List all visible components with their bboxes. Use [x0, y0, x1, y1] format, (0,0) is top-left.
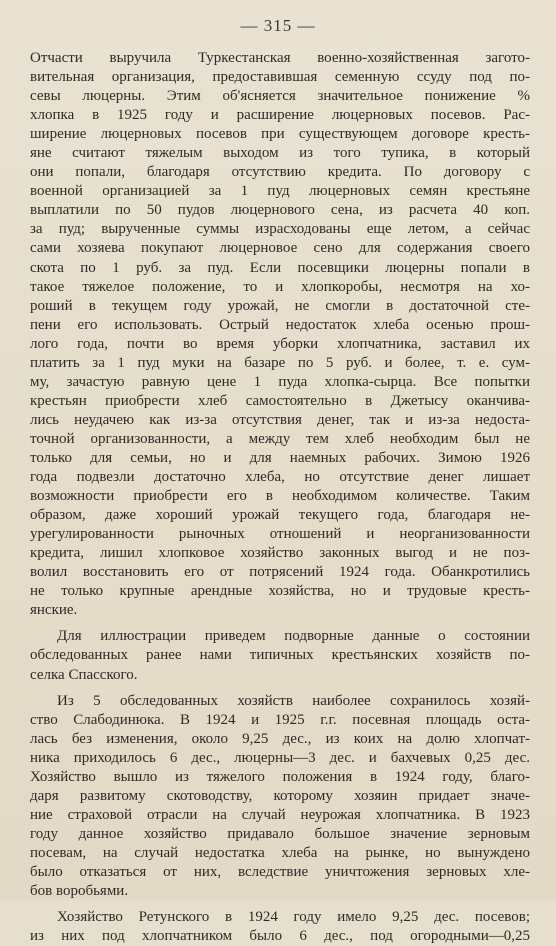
paragraph-gap	[30, 620, 530, 627]
text-line: Из 5 обследованных хозяйств наиболее сохранилось хозяй-	[57, 692, 530, 709]
text-line: крестьян приобрести хлеб самостоятельно в Джетысу оканчива-	[30, 392, 530, 409]
paragraph	[30, 49, 530, 620]
text-line: военной организацией за 1 пуд люцерновых семян крестьяне	[30, 183, 530, 200]
text-line: кредита, лишил хлопковое хозяйство законных выгод и не поз-	[30, 545, 530, 562]
paragraph-gap	[30, 685, 530, 692]
text-line: обследованных ранее нами типичных крестьянских хозяйств по-	[30, 647, 530, 664]
text-line: урегулированности рыночных отношений и неорганизованности	[30, 526, 530, 543]
text-line: было отказаться от них, вследствие уничтожения зерновых хле-	[30, 863, 530, 880]
page-number: — 315 —	[240, 16, 316, 35]
text-line: лась без изменения, около 9,25 дес., из коих на долю хлопчат-	[30, 730, 530, 747]
paragraph	[30, 908, 530, 946]
text-line: севы люцерны. Этим об'ясняется значительное понижение %	[30, 88, 530, 105]
text-line: вительная организация, предоставившая семенную ссуду под по-	[30, 69, 530, 86]
text-line: такое тяжелое положение, то и хлопкоробы, несмотря на хо-	[30, 278, 530, 295]
text-line: ство Слабодинюка. В 1924 и 1925 г.г. посевная площадь оста-	[30, 711, 530, 728]
text-line: ника приходилось 6 дес., люцерны—3 дес. и бахчевых 0,25 дес.	[30, 749, 530, 766]
paragraph	[30, 692, 530, 902]
text-line: не только крупные арендные хозяйства, но и трудовые кресть-	[30, 583, 530, 600]
text-line: пени его использовать. Острый недостаток хлеба осенью прош-	[30, 316, 530, 333]
text-line: ние страховой отрасли на случай неурожая хлопчатника. В 1923	[30, 806, 530, 823]
text-line: за пуд; вырученные суммы израсходованы еще летом, а сейчас	[30, 221, 530, 238]
text-line: ширение люцерновых посевов при существующем договоре кресть-	[30, 126, 530, 143]
paragraph-gap	[30, 901, 530, 908]
text-line: бов воробьями.	[30, 883, 129, 900]
text-line: Для иллюстрации приведем подворные данные о состоянии	[57, 628, 530, 645]
text-line: Хозяйство вышло из тяжелого положения в 1924 году, благо-	[30, 768, 530, 785]
text-line: года подвезли достаточно хлеба, но отсутствие денег лишает	[30, 469, 530, 486]
text-line: Отчасти выручила Туркестанская военно-хозяйственная загото-	[30, 50, 530, 66]
text-line: точной организованности, а между тем хлеб необходим был не	[30, 430, 530, 447]
text-line: выплатили по 50 пудов люцернового сена, из расчета 40 коп.	[30, 202, 530, 219]
text-line: посевам, на случай недостатка хлеба на рынке, но вынуждено	[30, 844, 530, 861]
text-line: волил восстановить его от потрясений 1924 года. Обанкротились	[30, 564, 530, 581]
paragraph	[30, 627, 530, 684]
text-line: из них под хлопчатником было 6 дес., под огородными—0,25	[30, 928, 530, 945]
text-line: платить за 1 пуд муки на базаре по 5 руб. и более, т. е. сум-	[30, 354, 530, 371]
text-line: яне считают тяжелым выходом из того тупика, в который	[30, 145, 530, 162]
text-line: сами хозяева покупают люцерновое сено для содержания своего	[30, 240, 530, 257]
text-line: му, зачастую равную цене 1 пуда хлопка-сырца. Все попытки	[30, 373, 530, 390]
text-line: даря развитому скотоводству, которому хозяин придает значе-	[30, 787, 530, 804]
text-line: лись неудачею как из-за отсутствия денег, так и из-за недоста-	[30, 411, 530, 428]
text-line: янские.	[30, 602, 78, 619]
text-line: роший в текущем году урожай, не смогли в достаточной сте-	[30, 297, 530, 314]
text-line: скота по 1 руб. за пуд. Если посевщики люцерны попали в	[30, 259, 530, 276]
text-line: селка Спасского.	[30, 666, 138, 683]
text-line: лого года, почти во время уборки хлопчатника, заставил их	[30, 335, 530, 352]
body-text	[30, 49, 530, 946]
text-line: только для семьи, но и для наемных рабочих. Зимою 1926	[30, 449, 530, 466]
text-line: году данное хозяйство придавало большое значение зерновым	[30, 825, 530, 842]
text-line: образом, даже хороший урожай текущего года, благодаря не-	[30, 507, 530, 524]
text-line: возможности приобрести его в необходимом количестве. Таким	[30, 488, 530, 505]
text-line: они попали, благодаря отсутствию кредита. По договору с	[30, 164, 530, 181]
text-line: Хозяйство Ретунского в 1924 году имело 9,25 дес. посевов;	[57, 909, 530, 926]
text-line: хлопка в 1925 году и расширение люцерновых посевов. Рас-	[30, 107, 530, 124]
